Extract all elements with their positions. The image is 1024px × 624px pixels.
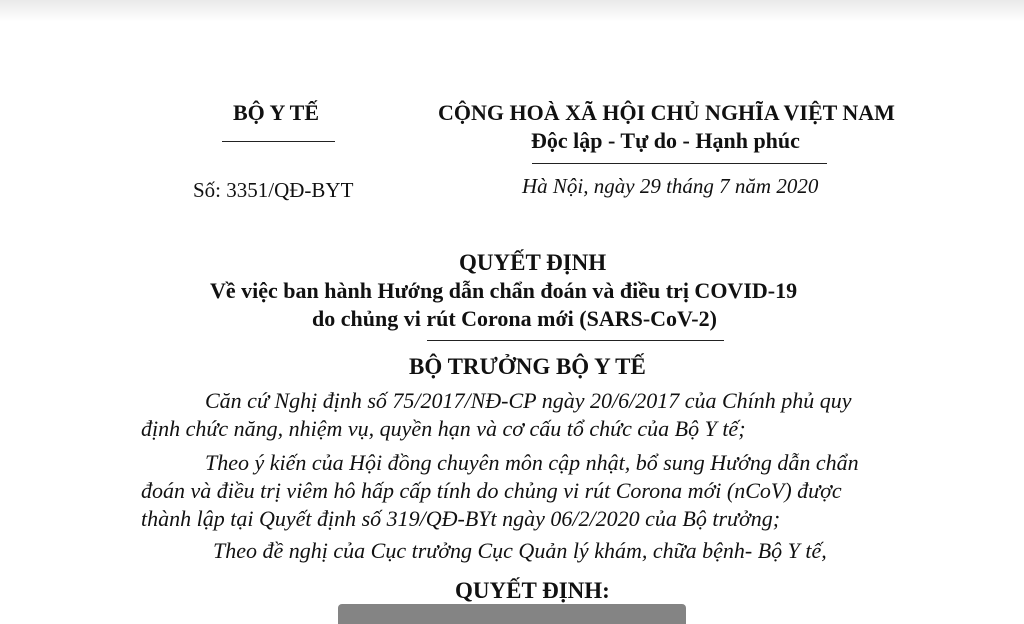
issuing-agency: BỘ Y TẾ bbox=[233, 100, 319, 125]
preamble-2-line-2: đoán và điều trị viêm hô hấp cấp tính do chủng vi rút Corona mới (nCoV) được bbox=[141, 478, 842, 503]
preamble-1-line-2: định chức năng, nhiệm vụ, quyền hạn và cơ cấu tổ chức của Bộ Y tế; bbox=[141, 416, 746, 441]
title-underline bbox=[427, 340, 724, 341]
country-name: CỘNG HOÀ XÃ HỘI CHỦ NGHĨA VIỆT NAM bbox=[438, 100, 895, 125]
motto-underline bbox=[532, 163, 827, 164]
document-number: Số: 3351/QĐ-BYT bbox=[193, 178, 354, 202]
place-and-date: Hà Nội, ngày 29 tháng 7 năm 2020 bbox=[522, 174, 819, 198]
preamble-1-line-1: Căn cứ Nghị định số 75/2017/NĐ-CP ngày 20/6/2017 của Chính phủ quy bbox=[205, 388, 852, 413]
national-motto: Độc lập - Tự do - Hạnh phúc bbox=[531, 128, 800, 153]
document-type-heading: QUYẾT ĐỊNH bbox=[459, 250, 607, 275]
subject-line-2: do chủng vi rút Corona mới (SARS-CoV-2) bbox=[312, 306, 717, 331]
viewer-top-shadow bbox=[0, 0, 1024, 22]
viewer-page-indicator[interactable] bbox=[338, 604, 686, 624]
preamble-2-line-1: Theo ý kiến của Hội đồng chuyên môn cập nhật, bổ sung Hướng dẫn chẩn bbox=[205, 450, 859, 475]
issuing-authority: BỘ TRƯỞNG BỘ Y TẾ bbox=[409, 354, 646, 379]
preamble-2-line-3: thành lập tại Quyết định số 319/QĐ-BYt ngày 06/2/2020 của Bộ trưởng; bbox=[141, 506, 781, 531]
preamble-3-line-1: Theo đề nghị của Cục trưởng Cục Quản lý khám, chữa bệnh- Bộ Y tế, bbox=[213, 538, 827, 563]
decision-heading: QUYẾT ĐỊNH: bbox=[455, 578, 610, 603]
subject-line-1: Về việc ban hành Hướng dẫn chẩn đoán và điều trị COVID-19 bbox=[210, 278, 798, 303]
agency-underline bbox=[222, 141, 335, 142]
